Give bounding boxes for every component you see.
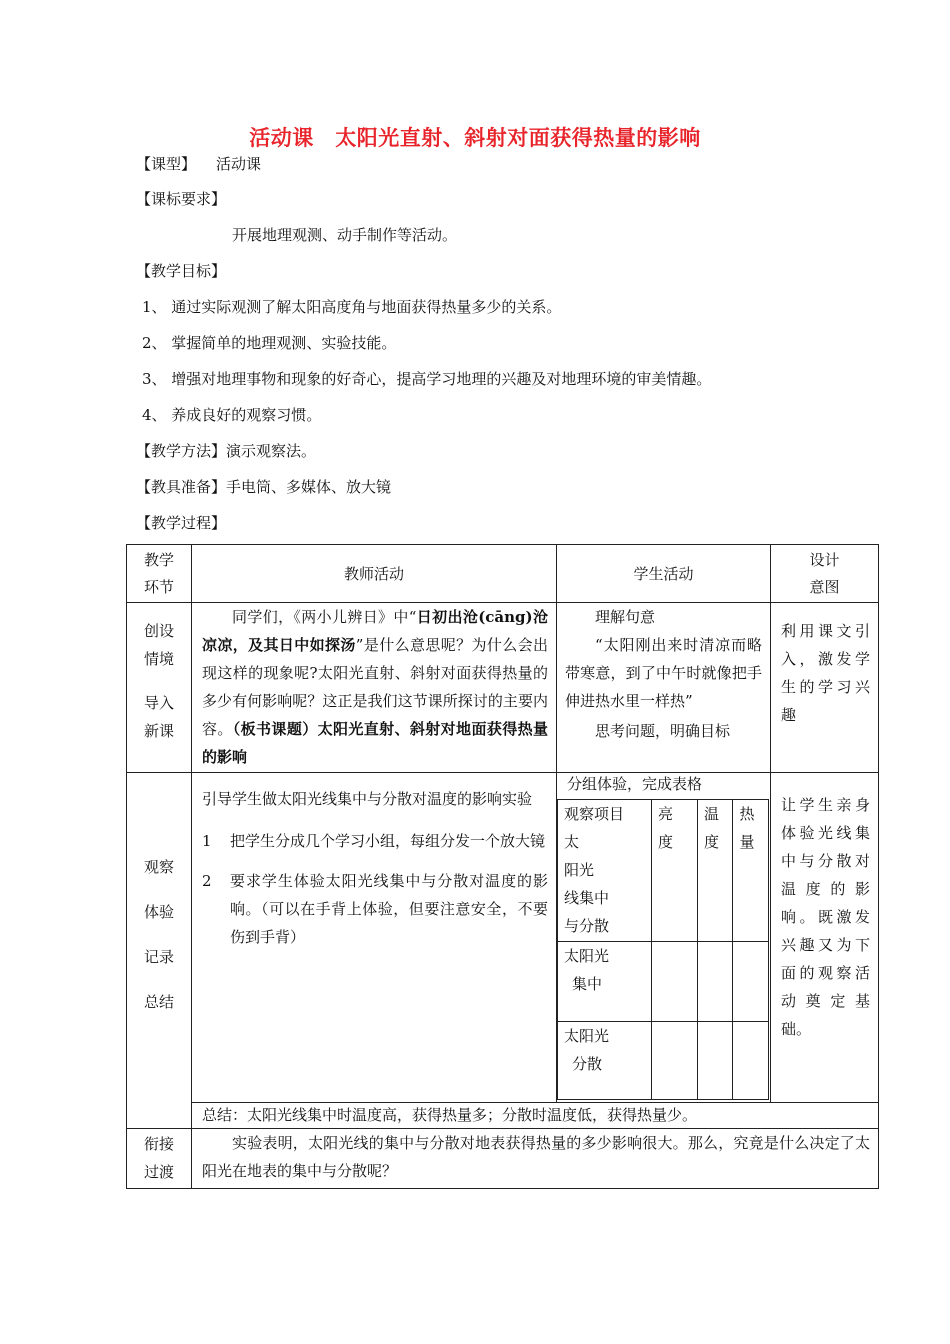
header-design: 设计 意图 (771, 545, 879, 603)
obs-dispersed-label: 太阳光 分散 (558, 1022, 652, 1100)
observation-row-concentrated (558, 942, 769, 1022)
teacher-experiment: 引导学生做太阳光线集中与分散对温度的影响实验 1 把学生分成几个学习小组，每组分发一个放大镜 2 要求学生体验太阳光线集中与分散对温度的影响。（可以在手背上体验，但要注意安全，不要伤到手背） (192, 773, 557, 1103)
goals-label: 【教学目标】 (136, 262, 227, 280)
goal-item-1: 1、 通过实际观测了解太阳高度角与地面获得热量多少的关系。 (142, 298, 562, 316)
page-title: 活动课 太阳光直射、斜射对面获得热量的影响 (249, 126, 701, 150)
header-student: 学生活动 (557, 545, 771, 603)
header-teacher: 教师活动 (192, 545, 557, 603)
table-row-transition (127, 1129, 879, 1189)
obs-heat-header: 热 量 (733, 800, 769, 942)
obs-cell (652, 942, 698, 1022)
stage-intro: 创设 情境 导入 新课 (127, 603, 192, 773)
transition-text: 实验表明，太阳光线的集中与分散对地表获得热量的多少影响很大。那么，究竟是什么决定了太阳光在地表的集中与分散呢？ (192, 1129, 879, 1189)
obs-cell (733, 1022, 769, 1100)
table-row-experiment (127, 773, 879, 1103)
observation-row-dispersed (558, 1022, 769, 1100)
observation-header-row (558, 800, 769, 942)
design-intro: 利用课文引入，激发学生的学习兴趣 (771, 603, 879, 773)
obs-temperature-header: 温 度 (697, 800, 733, 942)
teacher-intro: 同学们，《两小儿辨日》中“日初出沧(cāng)沧凉凉，及其日中如探汤”是什么意思呢？为什么会出现这样的现象呢?太阳光直射、斜射对面获得热量的多少有何影响呢？这正是我们这节课所探讨的主要内容。（板书课题）太阳光直射、斜射对地面获得热量的影响 (192, 603, 557, 773)
obs-brightness-header: 亮 度 (652, 800, 698, 942)
step-1: 1 把学生分成几个学习小组，每组分发一个放大镜 (202, 832, 546, 850)
stage-transition: 衔接 过渡 (127, 1129, 192, 1189)
table-row-intro (127, 603, 879, 773)
student-experiment: 分组体验，完成表格 观察项目 太 阳光 线集中 与分散 亮 度 温 度 热 量 太阳光 集中 太阳光 分散 (557, 773, 771, 1103)
course-type-line (136, 153, 261, 174)
process-label: 【教学过程】 (136, 514, 227, 532)
course-type-label: 【课型】 (136, 155, 197, 173)
tools-line: 【教具准备】手电筒、多媒体、放大镜 (136, 478, 392, 496)
goal-item-4: 4、 养成良好的观察习惯。 (142, 406, 322, 424)
obs-cell (733, 942, 769, 1022)
goal-item-3: 3、 增强对地理事物和现象的好奇心，提高学习地理的兴趣及对地理环境的审美情趣。 (142, 370, 712, 388)
obs-cell (697, 1022, 733, 1100)
obs-cell (652, 1022, 698, 1100)
student-intro: 理解句意 “太阳刚出来时清凉而略带寒意，到了中午时就像把手伸进热水里一样热” 思考问题，明确目标 (557, 603, 771, 773)
goal-item-2: 2、 掌握简单的地理观测、实验技能。 (142, 334, 397, 352)
header-stage: 教学 环节 (127, 545, 192, 603)
process-table (126, 544, 879, 1189)
design-experiment: 让学生亲身体验光线集中与分散对温度的影响。既激发兴趣又为下面的观察活动奠定基础。 (771, 773, 879, 1103)
step-2: 2 要求学生体验太阳光线集中与分散对温度的影响。（可以在手背上体验，但要注意安全，不要伤到手背） (202, 872, 548, 946)
table-row-summary (127, 1103, 879, 1129)
obs-cell (697, 942, 733, 1022)
table-header-row (127, 545, 879, 603)
course-type-value: 活动课 (216, 155, 262, 173)
standard-label: 【课标要求】 (136, 190, 227, 208)
standard-text: 开展地理观测、动手制作等活动。 (232, 226, 458, 244)
obs-concentrated-label: 太阳光 集中 (558, 942, 652, 1022)
method-line: 【教学方法】演示观察法。 (136, 442, 317, 460)
obs-item-header: 观察项目 太 阳光 线集中 与分散 (558, 800, 652, 942)
experiment-summary: 总结：太阳光线集中时温度高，获得热量多；分散时温度低，获得热量少。 (192, 1103, 879, 1129)
stage-experiment: 观察 体验 记录 总结 (127, 773, 192, 1129)
observation-table (557, 799, 769, 1100)
